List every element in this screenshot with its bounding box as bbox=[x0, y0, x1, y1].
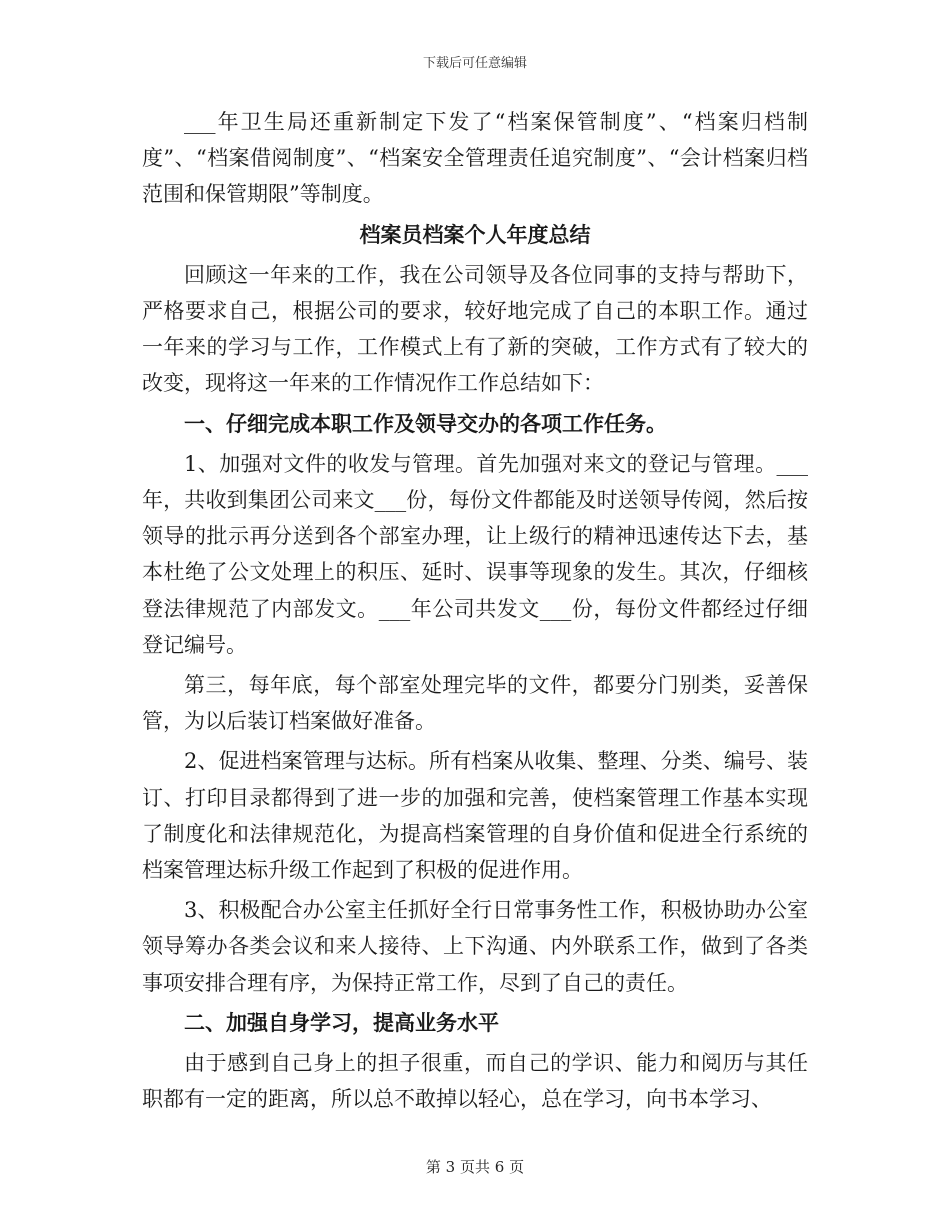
document-body bbox=[142, 104, 808, 1117]
section-heading-1: 一、仔细完成本职工作及领导交办的各项工作任务。 bbox=[184, 411, 667, 436]
intro-paragraph: ___年卫生局还重新制定下发了“档案保管制度”、“档案归档制度”、“档案借阅制度”、“档案安全管理责任追究制度”、“会计档案归档范围和保管期限”等制度。 bbox=[142, 110, 808, 207]
paragraph-summary-intro: 回顾这一年来的工作，我在公司领导及各位同事的支持与帮助下，严格要求自己，根据公司的要求，较好地完成了自己的本职工作。通过一年来的学习与工作，工作模式上有了新的突破，工作方式有了较大的改变，现将这一年来的工作情况作工作总结如下： bbox=[142, 262, 808, 396]
paragraph-documents: 1、加强对文件的收发与管理。首先加强对来文的登记与管理。___年，共收到集团公司来文___份，每份文件都能及时送领导传阅，然后按领导的批示再分送到各个部室办理，让上级行的精神迅速传达下去，基本杜绝了公文处理上的积压、延时、误事等现象的发生。其次，仔细核登法律规范了内部发文。___年公司共发文___份，每份文件都经过仔细登记编号。 bbox=[142, 451, 808, 657]
page-header: 下载后可任意编辑 bbox=[422, 56, 527, 71]
section-heading-2: 二、加强自身学习，提高业务水平 bbox=[184, 1010, 499, 1035]
paragraph-archive-management: 2、促进档案管理与达标。所有档案从收集、整理、分类、编号、装订、打印目录都得到了进一步的加强和完善，使档案管理工作基本实现了制度化和法律规范化，为提高档案管理的自身价值和促进全行系统的档案管理达标升级工作起到了积极的促进作用。 bbox=[142, 749, 808, 883]
paragraph-self-study: 由于感到自己身上的担子很重，而自己的学识、能力和阅历与其任职都有一定的距离，所以总不敢掉以轻心，总在学习，向书本学习、 bbox=[142, 1051, 808, 1112]
paragraph-year-end: 第三，每年底，每个部室处理完毕的文件，都要分门别类，妥善保管，为以后装订档案做好准备。 bbox=[142, 673, 808, 734]
document-title: 档案员档案个人年度总结 bbox=[359, 222, 591, 247]
page-footer: 第 3 页共 6 页 bbox=[425, 1158, 525, 1176]
paragraph-office-support: 3、积极配合办公室主任抓好全行日常事务性工作，积极协助办公室领导筹办各类会议和来人接待、上下沟通、内外联系工作，做到了各类事项安排合理有序，为保持正常工作，尽到了自己的责任。 bbox=[142, 898, 808, 995]
